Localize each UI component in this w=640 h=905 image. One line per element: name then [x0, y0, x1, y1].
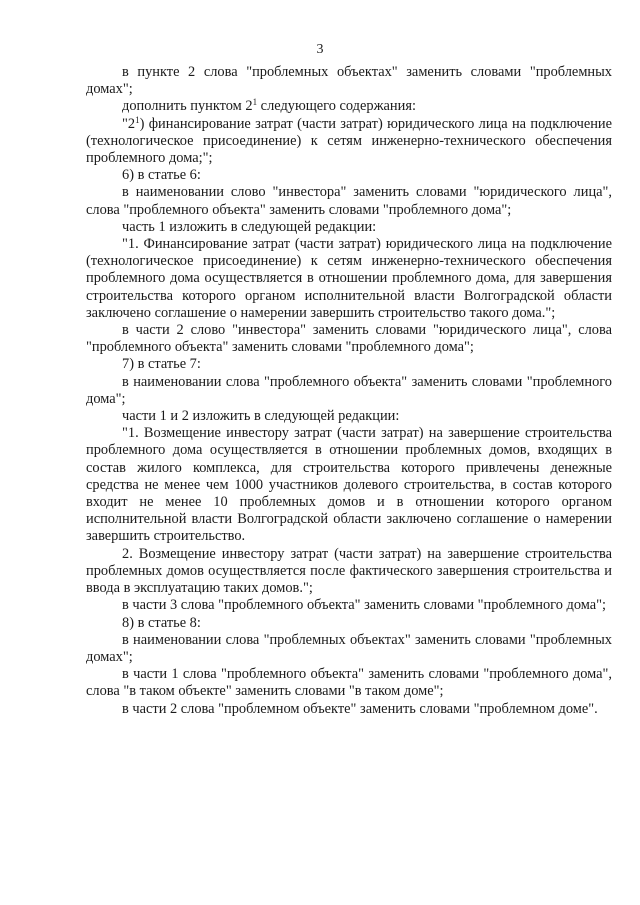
paragraph-article-7-part-1-text: "1. Возмещение инвестору затрат (части затрат) на завершение строительства проблемного дома осуществляется в отношении проблемных домов, входящих в состав жилого комплекса, для строительства которого привлечены денежные средства не менее чем 1000 участников долевого строительства, в состав которого входит не менее 10 проблемных домов и в отношении которого органом исполнительной власти Волгоградской области заключено соглашение о намерении завершить строительство.	[86, 425, 612, 545]
paragraph-item-2-words: в пункте 2 слова "проблемных объектах" заменить словами "проблемных домах";	[86, 64, 612, 98]
paragraph-article-6-title: в наименовании слово "инвестора" заменить словами "юридического лица", слова "проблемного объекта" заменить словами "проблемного дома";	[86, 184, 612, 218]
paragraph-article-6-part-1-intro: часть 1 изложить в следующей редакции:	[122, 218, 377, 235]
document-body	[86, 64, 612, 718]
paragraph-item-2-1-text	[86, 116, 612, 168]
paragraph-article-8-part-1: в части 1 слова "проблемного объекта" заменить словами "проблемного дома", слова "в таком объекте" заменить словами "в таком доме";	[86, 666, 612, 700]
paragraph-text: следующего содержания:	[257, 98, 416, 115]
paragraph-article-7-part-2-text: 2. Возмещение инвестору затрат (части затрат) на завершение строительства проблемных домов осуществляется после фактического завершения строительства и ввода в эксплуатацию таких домов.";	[86, 545, 612, 597]
paragraph-text: "2	[122, 115, 136, 132]
paragraph-article-6-part-1-text: "1. Финансирование затрат (части затрат) юридического лица на подключение (технологическое присоединение) к сетям инженерно-технического обеспечения проблемного дома осуществляется в отношении проблемного дома, для завершения строительства которого органом исполнительной власти Волгоградской области заключено соглашение о намерении завершить строительство такого дома.";	[86, 236, 612, 321]
paragraph-article-7-title: в наименовании слова "проблемного объекта" заменить словами "проблемного дома";	[86, 373, 612, 407]
paragraph-article-7-part-3: в части 3 слова "проблемного объекта" заменить словами "проблемного дома";	[122, 597, 607, 614]
paragraph-article-7-parts-intro: части 1 и 2 изложить в следующей редакции:	[122, 408, 400, 425]
paragraph-article-8-heading: 8) в статье 8:	[122, 614, 201, 631]
paragraph-article-8-title: в наименовании слова "проблемных объектах" заменить словами "проблемных домах";	[86, 631, 612, 665]
paragraph-text: дополнить пунктом 2	[122, 98, 253, 115]
superscript-index: 1	[135, 114, 140, 125]
paragraph-article-8-part-2: в части 2 слова "проблемном объекте" заменить словами "проблемном доме".	[122, 700, 598, 717]
paragraph-article-6-part-2: в части 2 слово "инвестора" заменить словами "юридического лица", слова "проблемного объекта" заменить словами "проблемного дома";	[86, 322, 612, 356]
page-number: 3	[316, 42, 324, 57]
paragraph-add-item-2-1	[86, 98, 612, 115]
paragraph-text: ) финансирование затрат (части затрат) юридического лица на подключение (технологическое присоединение) к сетям инженерно-технического обеспечения проблемного дома;";	[86, 115, 612, 167]
superscript-index: 1	[252, 97, 258, 108]
paragraph-article-6-heading: 6) в статье 6:	[122, 167, 201, 184]
paragraph-article-7-heading: 7) в статье 7:	[122, 356, 201, 373]
